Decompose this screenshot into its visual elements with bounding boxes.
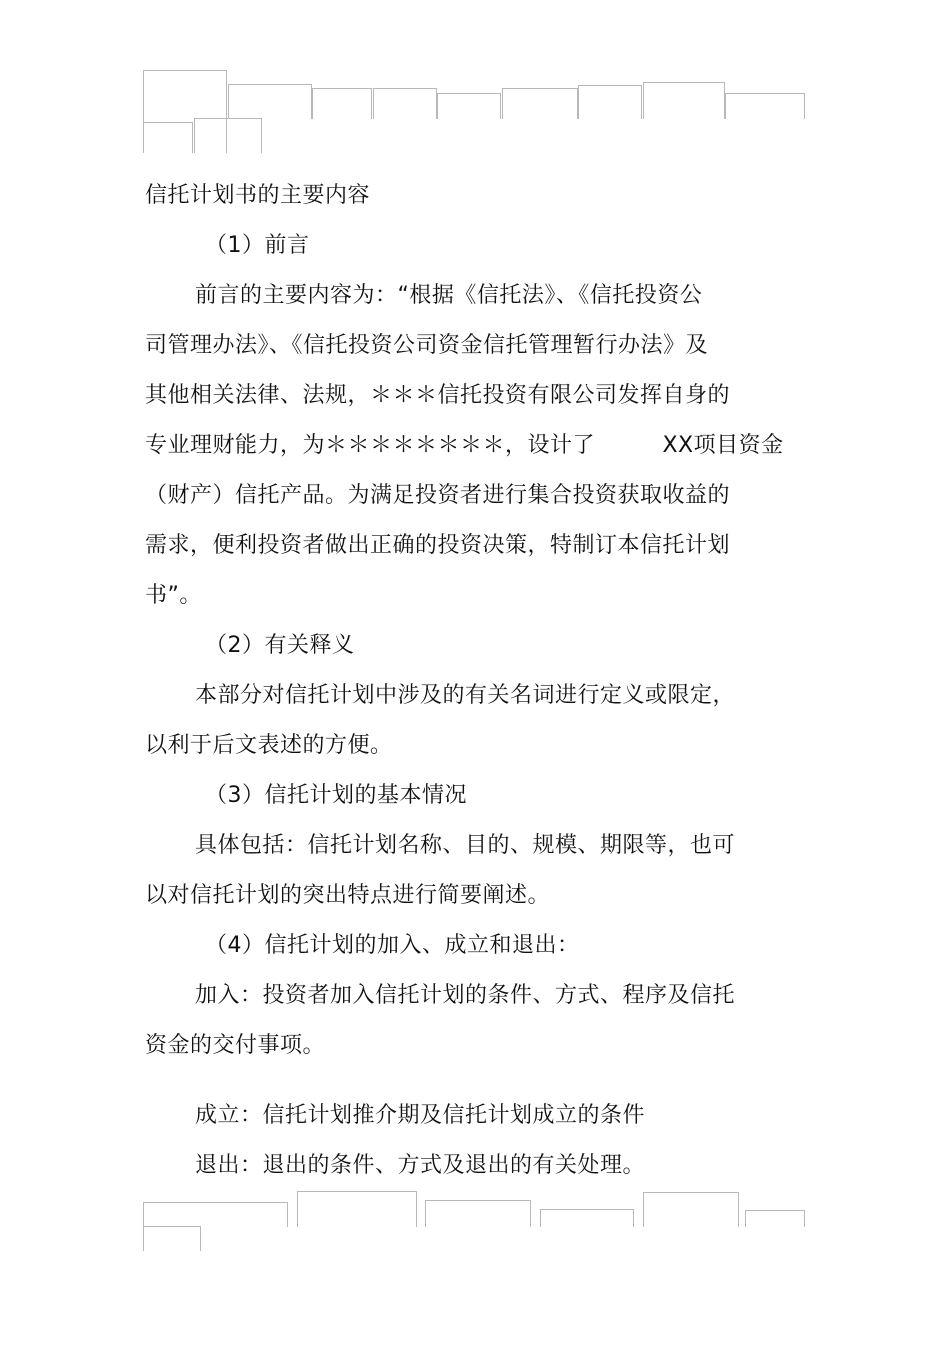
border-fragment bbox=[437, 93, 501, 119]
section-3-heading: （3）信托计划的基本情况 bbox=[205, 783, 467, 808]
border-fragment bbox=[373, 88, 437, 119]
section-1-heading: （1）前言 bbox=[205, 233, 310, 258]
paragraph-line: 加入：投资者加入信托计划的条件、方式、程序及信托 bbox=[195, 983, 736, 1008]
border-fragment bbox=[194, 118, 262, 153]
paragraph-line: 本部分对信托计划中涉及的有关名词进行定义或限定， bbox=[195, 683, 736, 708]
border-fragment bbox=[745, 1210, 805, 1227]
paragraph-line: 其他相关法律、法规，＊＊＊信托投资有限公司发挥自身的 bbox=[145, 383, 731, 408]
paragraph-line: 成立：信托计划推介期及信托计划成立的条件 bbox=[195, 1103, 646, 1128]
paragraph-line: 退出：退出的条件、方式及退出的有关处理。 bbox=[195, 1153, 646, 1178]
paragraph-line: 司管理办法》、《信托投资公司资金信托管理暂行办法》及 bbox=[145, 333, 709, 358]
section-2-heading: （2）有关释义 bbox=[205, 633, 355, 658]
paragraph-line: 需求，便利投资者做出正确的投资决策，特制订本信托计划 bbox=[145, 533, 731, 558]
border-fragment bbox=[725, 93, 805, 119]
border-fragment bbox=[643, 82, 725, 119]
border-fragment bbox=[425, 1200, 531, 1227]
border-fragment bbox=[143, 1226, 201, 1251]
border-fragment bbox=[143, 122, 193, 153]
border-fragment bbox=[297, 1191, 417, 1227]
doc-title: 信托计划书的主要内容 bbox=[145, 183, 371, 208]
border-fragment bbox=[143, 1202, 288, 1227]
border-fragment bbox=[540, 1209, 634, 1227]
border-fragment bbox=[502, 88, 578, 119]
paragraph-line: 以利于后文表述的方便。 bbox=[145, 733, 393, 758]
section-4-heading: （4）信托计划的加入、成立和退出： bbox=[205, 933, 580, 958]
border-fragment bbox=[578, 85, 642, 119]
paragraph-line: （财产）信托产品。为满足投资者进行集合投资获取收益的 bbox=[145, 483, 731, 508]
paragraph-line: 资金的交付事项。 bbox=[145, 1033, 326, 1058]
paragraph-line: 书”。 bbox=[145, 583, 202, 608]
paragraph-line: 前言的主要内容为：“根据《信托法》、《信托投资公 bbox=[195, 283, 703, 308]
paragraph-line: 具体包括：信托计划名称、目的、规模、期限等，也可 bbox=[195, 833, 736, 858]
border-fragment bbox=[643, 1192, 739, 1227]
border-fragment bbox=[312, 88, 372, 119]
paragraph-line: 专业理财能力，为＊＊＊＊＊＊＊＊，设计了 XX项目资金 bbox=[145, 433, 784, 458]
border-fragment bbox=[228, 84, 312, 119]
paragraph-line: 以对信托计划的突出特点进行简要阐述。 bbox=[145, 883, 551, 908]
